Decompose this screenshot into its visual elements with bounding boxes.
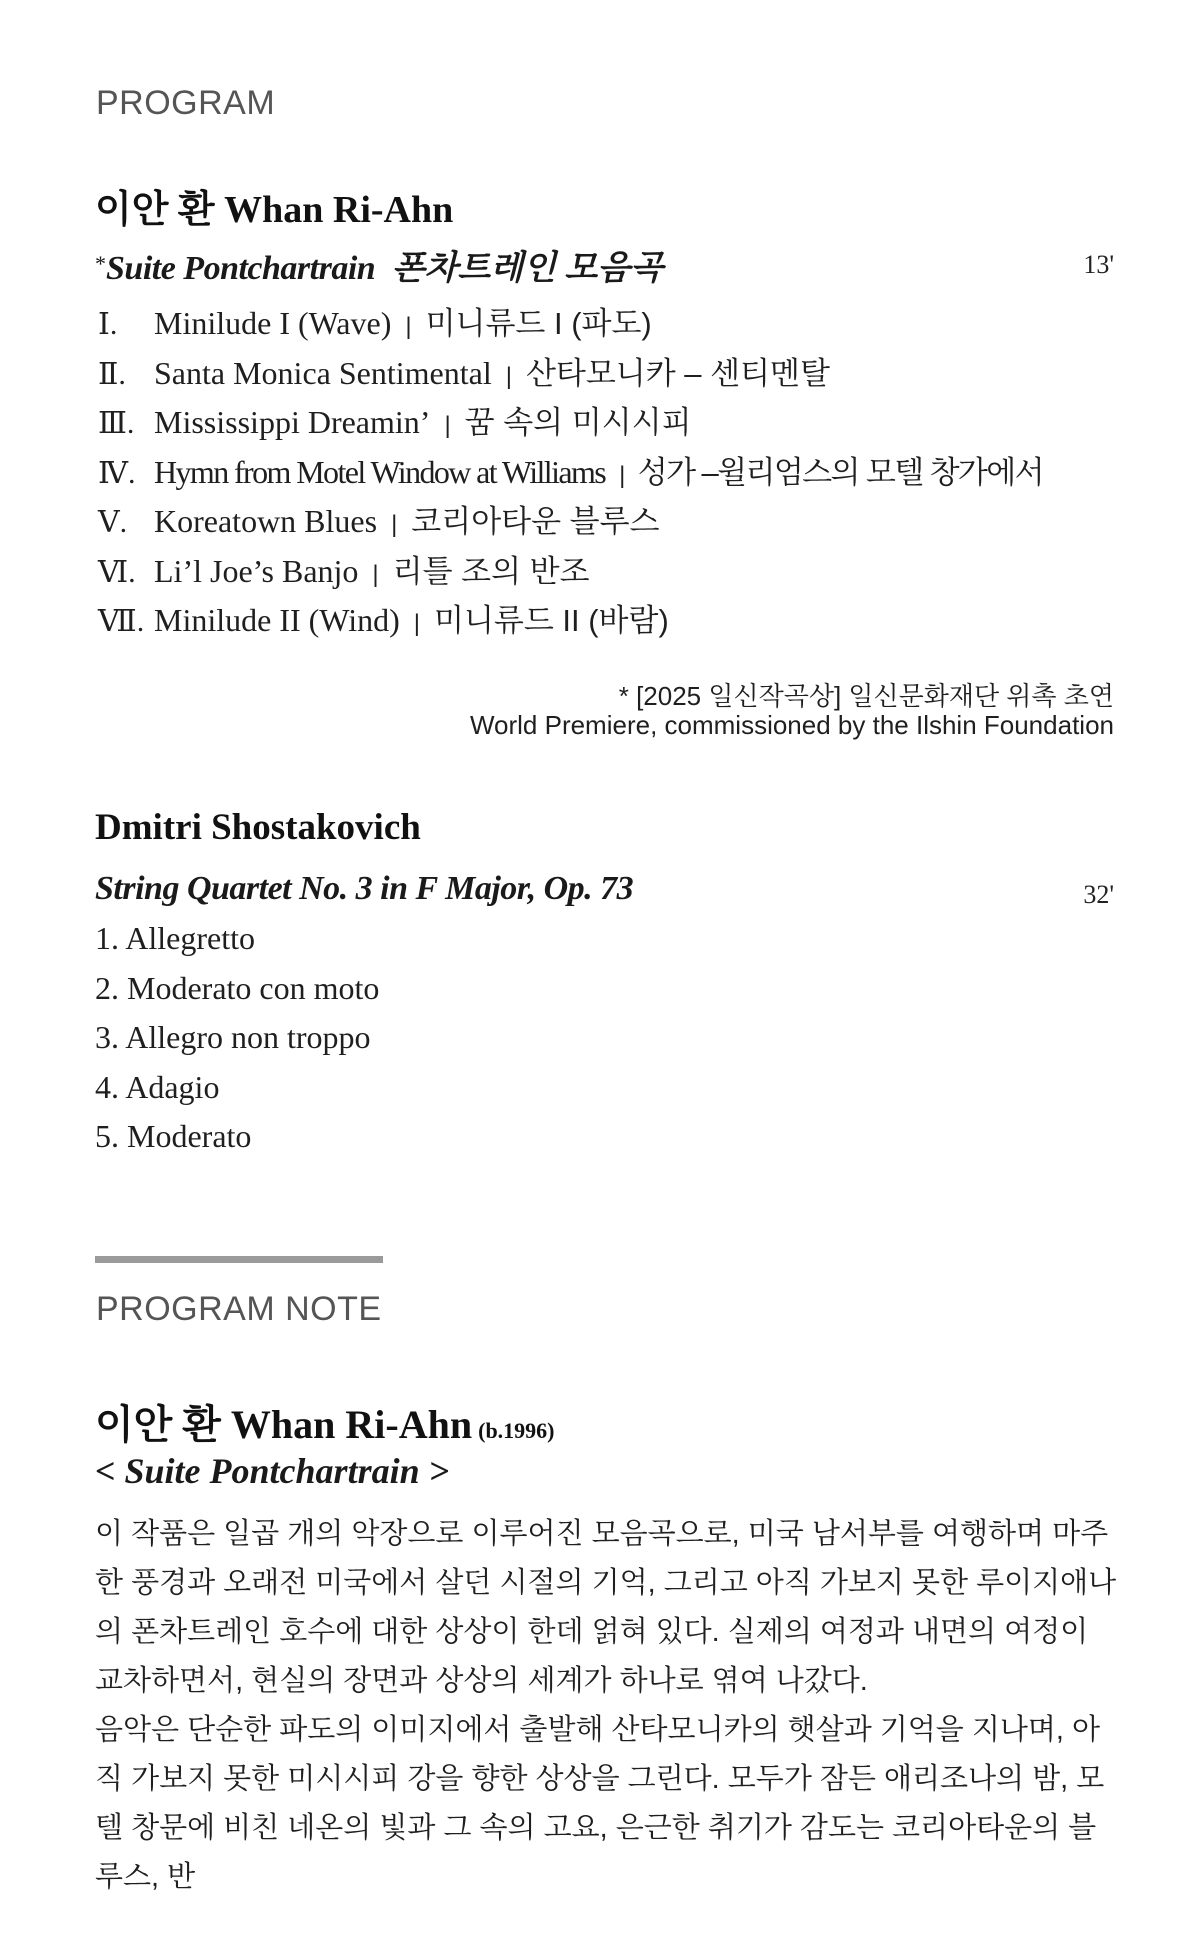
movement-number: Ⅶ. bbox=[98, 605, 145, 638]
movement-separator: | bbox=[619, 461, 624, 489]
movement-title-en: Santa Monica Sentimental bbox=[154, 354, 492, 391]
movement-separator: | bbox=[372, 560, 379, 588]
movement-separator: | bbox=[405, 313, 412, 340]
premiere-asterisk: * bbox=[95, 251, 106, 276]
piece2-movement: 5. Moderato bbox=[95, 1118, 252, 1154]
movement-title-ko: 미니류드 I (파도) bbox=[425, 306, 652, 341]
premiere-note-ko: * [2025 일신작곡상] 일신문화재단 위촉 초연 bbox=[618, 681, 1114, 711]
movement-separator: | bbox=[505, 362, 512, 390]
note-composer bbox=[95, 1393, 555, 1450]
program-note-body bbox=[95, 1510, 1117, 1902]
piece1-title-en: Suite Pontchartrain bbox=[106, 250, 376, 287]
note-composer-name: 이안 환 Whan Ri-Ahn bbox=[95, 1402, 473, 1447]
movement-title-en: Minilude I (Wave) bbox=[154, 305, 392, 341]
movement-separator: | bbox=[413, 610, 420, 637]
note-paragraph: 이 작품은 일곱 개의 악장으로 이루어진 모음곡으로, 미국 남서부를 여행하며 마주한 풍경과 오래전 미국에서 살던 시절의 기억, 그리고 아직 가보지 못한 루이지애나의 폰차트레인 호수에 대한 상상이 한데 얽혀 있다. 실제의 여정과 내면의 여정이 교차하면서, 현실의 장면과 상상의 세계가 하나로 엮여 나갔다. bbox=[95, 1518, 1117, 1697]
piece2-composer: Dmitri Shostakovich bbox=[95, 807, 421, 848]
movement-number: Ⅱ. bbox=[98, 357, 126, 391]
movement-title-ko: 성가 –윌리엄스의 모텔 창가에서 bbox=[637, 454, 1043, 490]
movement-title-ko: 산타모니카 – 센티멘탈 bbox=[525, 355, 830, 391]
movement-number: Ⅲ. bbox=[98, 407, 135, 440]
movement-title-en: Mississippi Dreamin’ bbox=[154, 404, 431, 440]
piece2-movement: 1. Allegretto bbox=[95, 920, 255, 956]
premiere-note-en: World Premiere, commissioned by the Ilshin Foundation bbox=[469, 710, 1114, 740]
movement-title-ko: 리틀 조의 반조 bbox=[392, 553, 590, 589]
piece2-movement: 3. Allegro non troppo bbox=[95, 1019, 371, 1055]
movement-number: Ⅴ. bbox=[98, 506, 128, 539]
movement-title-en: Koreatown Blues bbox=[154, 503, 378, 539]
movement-number: Ⅵ. bbox=[98, 555, 136, 589]
movement-title-en: Hymn from Motel Window at Williams bbox=[154, 453, 606, 490]
movement-title-ko: 미니류드 II (바람) bbox=[434, 603, 669, 638]
program-section-label: PROGRAM bbox=[96, 84, 276, 122]
note-work-title: < Suite Pontchartrain > bbox=[95, 1451, 450, 1491]
movement-number: Ⅰ. bbox=[98, 308, 118, 341]
note-composer-birth: (b.1996) bbox=[478, 1418, 555, 1443]
piece1-movement bbox=[98, 447, 1043, 493]
piece2-duration: 32' bbox=[1083, 880, 1114, 909]
program-note-section-label: PROGRAM NOTE bbox=[96, 1290, 382, 1328]
piece1-movement bbox=[98, 595, 669, 641]
piece1-title bbox=[95, 240, 663, 289]
piece1-movement bbox=[98, 348, 830, 394]
movement-title-en: Li’l Joe’s Banjo bbox=[154, 552, 359, 589]
piece1-composer: 이안 환 Whan Ri-Ahn bbox=[95, 189, 454, 231]
piece1-movement bbox=[98, 496, 659, 542]
movement-separator: | bbox=[444, 412, 451, 439]
piece1-title-ko: 폰차트레인 모음곡 bbox=[391, 250, 663, 287]
movement-number: Ⅳ. bbox=[98, 456, 136, 490]
piece1-movement bbox=[98, 298, 652, 344]
movement-title-ko: 코리아타운 블루스 bbox=[411, 504, 660, 539]
piece1-movement bbox=[98, 397, 692, 443]
piece1-movement bbox=[98, 546, 590, 592]
piece1-duration: 13' bbox=[1083, 250, 1114, 279]
movement-title-ko: 꿈 속의 미시시피 bbox=[464, 405, 692, 440]
movement-title-en: Minilude II (Wind) bbox=[154, 602, 400, 638]
section-divider bbox=[95, 1256, 383, 1263]
piece2-title: String Quartet No. 3 in F Major, Op. 73 bbox=[95, 870, 634, 907]
piece2-movement: 4. Adagio bbox=[95, 1068, 220, 1105]
piece2-movement: 2. Moderato con moto bbox=[95, 969, 380, 1006]
movement-separator: | bbox=[391, 511, 398, 538]
note-paragraph: 음악은 단순한 파도의 이미지에서 출발해 산타모니카의 햇살과 기억을 지나며, 아직 가보지 못한 미시시피 강을 향한 상상을 그린다. 모두가 잠든 애리조나의 밤, 모텔 창문에 비친 네온의 빛과 그 속의 고요, 은근한 취기가 감도는 코리아타운의 블루스, 반 bbox=[95, 1714, 1105, 1893]
